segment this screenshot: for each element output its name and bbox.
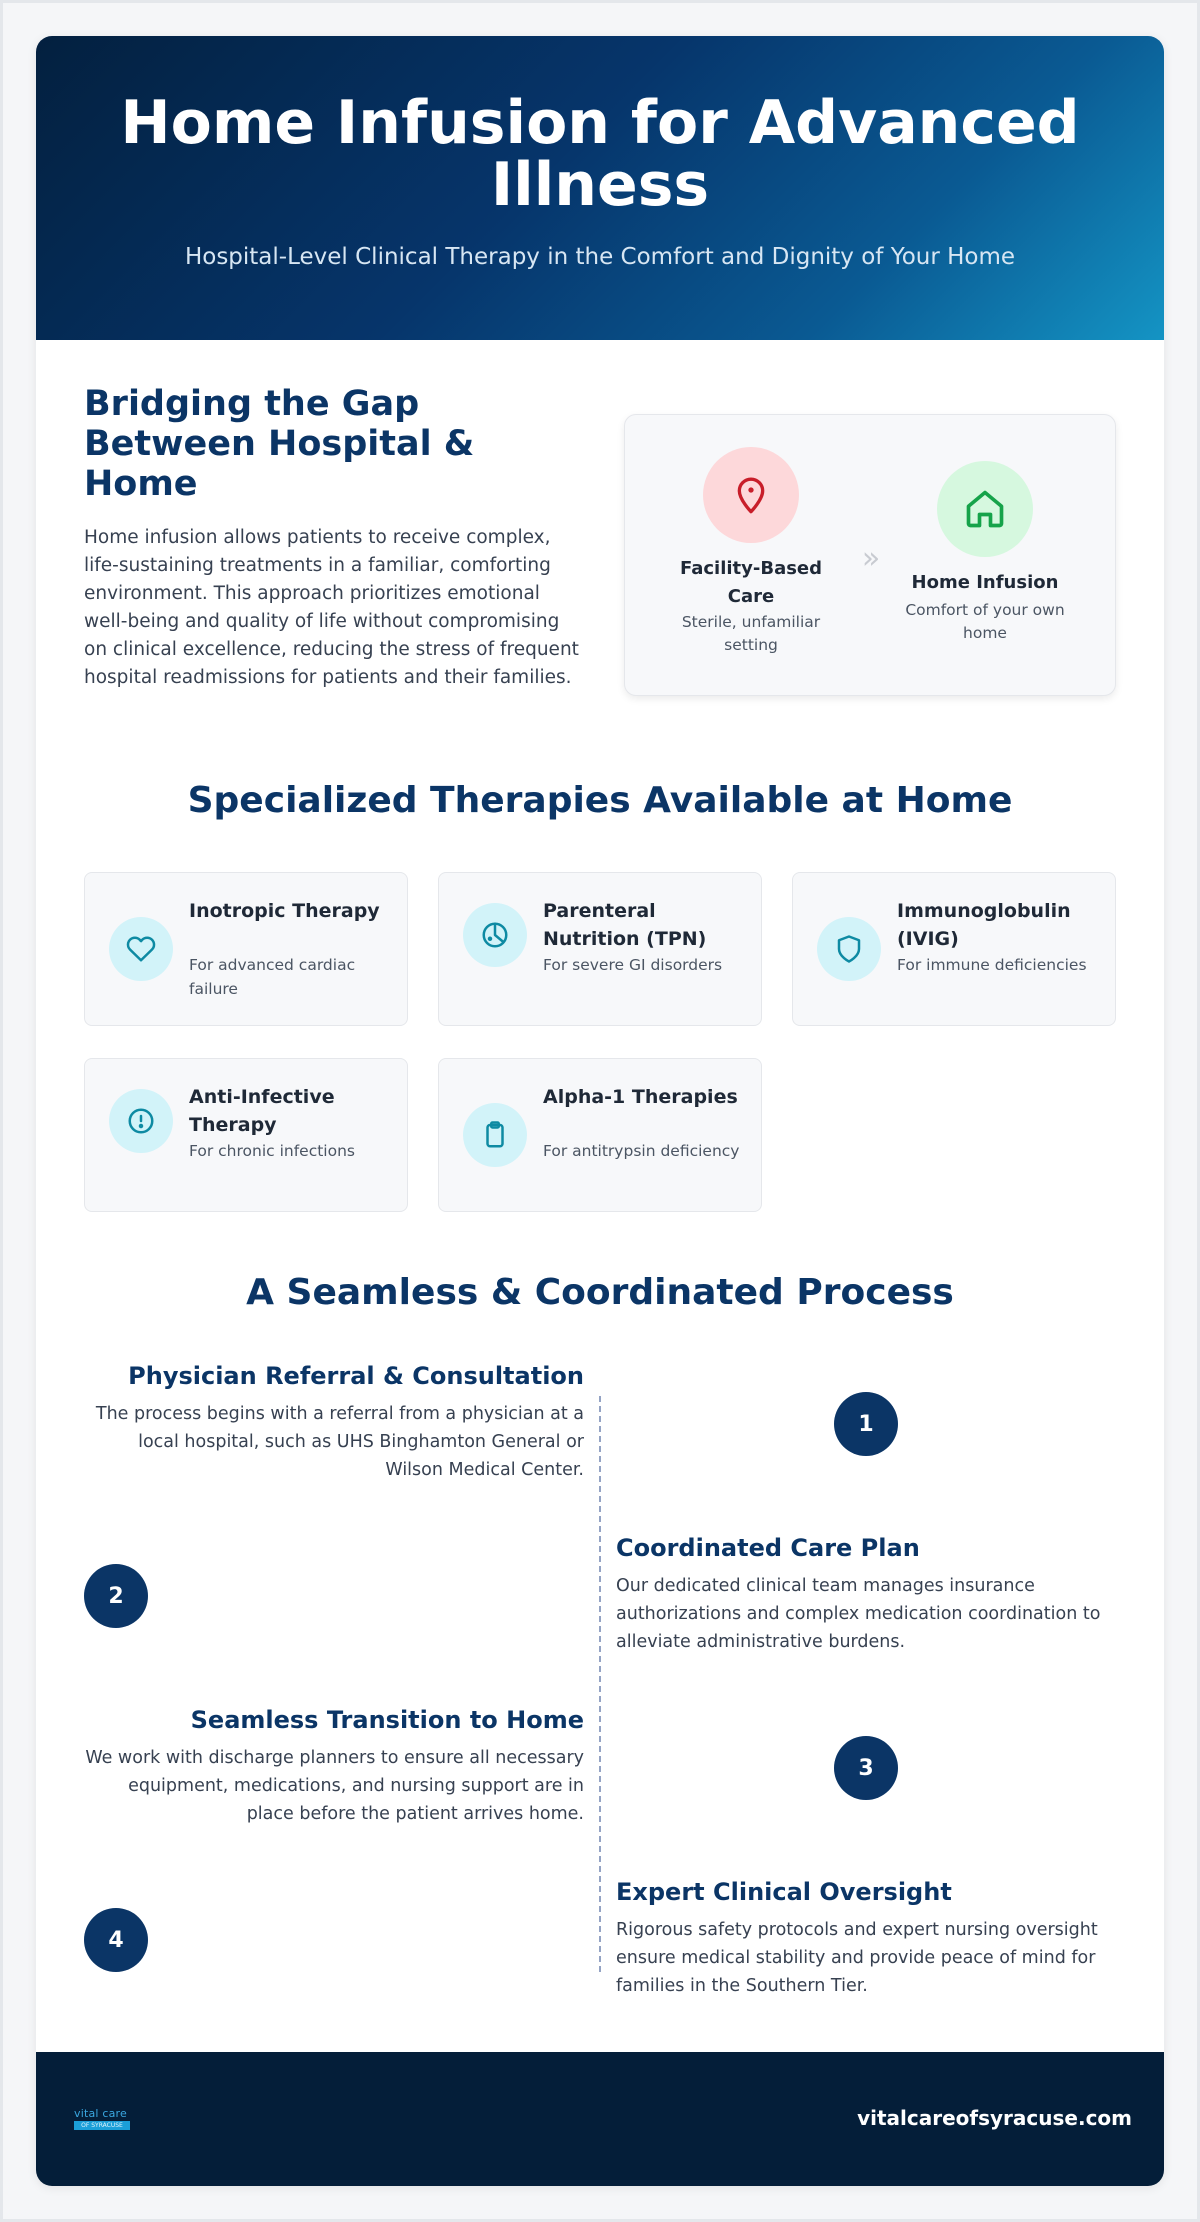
logo-subtext: OF SYRACUSE (74, 2121, 130, 2130)
therapy-card (84, 872, 408, 1026)
logo-text: vital care (74, 2107, 128, 2120)
therapy-card (438, 872, 762, 1026)
step-title: Seamless Transition to Home (190, 1706, 584, 1734)
website-link[interactable]: vitalcareofsyracuse.com (857, 2106, 1132, 2130)
infographic-card (36, 36, 1164, 2186)
step-text: Our dedicated clinical team manages insurance authorizations and complex medication coordination to alleviate administrative burdens. (616, 1576, 1101, 1652)
intro-title: Bridging the Gap Between Hospital & Home (84, 384, 475, 504)
step-text: Rigorous safety protocols and expert nursing oversight ensure medical stability and provide peace of mind for families in the Southern Tier. (616, 1920, 1098, 1996)
therapy-desc: For antitrypsin deficiency (543, 1142, 740, 1160)
therapy-desc: For chronic infections (189, 1142, 355, 1160)
home-infusion-title: Home Infusion (911, 572, 1059, 593)
therapies-title: Specialized Therapies Available at Home (187, 780, 1013, 821)
page-title: Home Infusion for Advanced Illness (120, 88, 1080, 220)
therapy-name: Anti-Infective Therapy (189, 1086, 335, 1136)
facility-care-desc: Sterile, unfamiliar setting (681, 613, 821, 654)
home-infusion-desc: Comfort of your own home (905, 601, 1065, 642)
clipboard-icon (463, 1103, 527, 1167)
therapy-name: Parenteral Nutrition (TPN) (543, 900, 707, 950)
care-comparison-box (624, 414, 1116, 696)
step-number: 2 (84, 1564, 148, 1628)
therapy-name: Immunoglobulin (IVIG) (897, 900, 1071, 950)
alert-circle-icon (109, 1089, 173, 1153)
step-title: Expert Clinical Oversight (616, 1878, 952, 1906)
step-title: Coordinated Care Plan (616, 1534, 920, 1562)
heart-icon (109, 917, 173, 981)
arrow-right-icon: » (861, 541, 881, 576)
facility-care-title: Facility-Based Care (679, 558, 823, 607)
process-title: A Seamless & Coordinated Process (246, 1272, 954, 1313)
timeline-line (599, 1396, 601, 1972)
header-banner (36, 36, 1164, 340)
shield-icon (817, 917, 881, 981)
therapy-card (792, 872, 1116, 1026)
footer (36, 2052, 1164, 2186)
therapy-name: Inotropic Therapy (189, 900, 380, 922)
therapy-desc: For advanced cardiac failure (189, 956, 356, 998)
step-number: 4 (84, 1908, 148, 1972)
intro-text: Home infusion allows patients to receive complex, life-sustaining treatments in a familiar, comforting environment. This approach prioritizes emotional well-being and quality of life without compromising on clinical excellence, reducing the stress of frequent hospital readmissions for patients and their families. (84, 527, 579, 688)
step-title: Physician Referral & Consultation (128, 1362, 584, 1390)
therapy-desc: For immune deficiencies (897, 956, 1087, 974)
home-icon (937, 461, 1033, 557)
therapy-name: Alpha-1 Therapies (543, 1086, 738, 1108)
step-number: 1 (834, 1392, 898, 1456)
step-text: The process begins with a referral from a physician at a local hospital, such as UHS Binghamton General or Wilson Medical Center. (95, 1404, 584, 1480)
step-text: We work with discharge planners to ensure all necessary equipment, medications, and nursing support are in place before the patient arrives home. (85, 1748, 584, 1824)
therapy-card (438, 1058, 762, 1212)
map-pin-icon (703, 447, 799, 543)
company-logo (74, 2108, 130, 2130)
pie-chart-icon (463, 903, 527, 967)
page-subtitle: Hospital-Level Clinical Therapy in the Comfort and Dignity of Your Home (184, 244, 1016, 270)
therapy-desc: For severe GI disorders (543, 956, 723, 974)
step-number: 3 (834, 1736, 898, 1800)
therapy-card (84, 1058, 408, 1212)
